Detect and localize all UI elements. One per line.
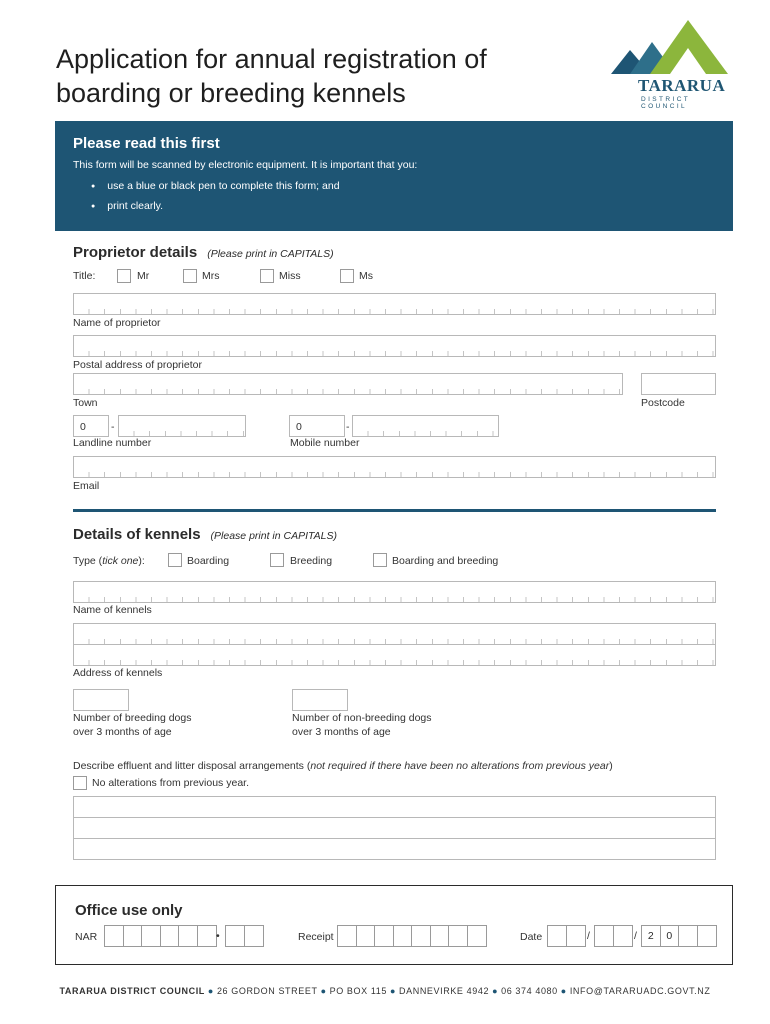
logo-subtitle: DISTRICT COUNCIL [641, 96, 691, 110]
town-field[interactable] [73, 373, 623, 395]
title-miss-checkbox[interactable] [260, 269, 274, 283]
type-boarding-checkbox[interactable] [168, 553, 182, 567]
notice-heading: Please read this first [73, 135, 220, 152]
notice-text: This form will be scanned by electronic equipment. It is important that you: [73, 159, 418, 171]
date-year-cells[interactable] [641, 925, 717, 947]
footer-street: 26 GORDON STREET [216, 986, 318, 996]
nar-cells[interactable] [104, 925, 217, 947]
textarea-line [74, 839, 715, 860]
read-first-notice [55, 121, 733, 231]
form-title-line-2: boarding or breeding kennels [56, 78, 406, 108]
mobile-dash: - [346, 421, 350, 433]
postal-address-field[interactable] [73, 335, 716, 357]
year-digit: 2 [642, 926, 661, 946]
proprietor-capitals-note: (Please print in CAPITALS) [207, 248, 334, 260]
date-day-cells[interactable] [547, 925, 586, 947]
footer-pobox: PO BOX 115 [329, 986, 387, 996]
kennel-address-field-2[interactable] [73, 644, 716, 666]
date-label: Date [520, 931, 543, 943]
postal-address-label: Postal address of proprietor [73, 359, 202, 371]
kennel-type-label: Type (tick one): [73, 555, 145, 567]
email-label: Email [73, 480, 100, 492]
date-separator: / [634, 930, 637, 942]
type-breeding-label: Breeding [290, 555, 333, 567]
effluent-description-label: Describe effluent and litter disposal arrangements (not required if there have been no alterations from previous year) [73, 760, 613, 772]
type-boarding-label: Boarding [187, 555, 230, 567]
postcode-field[interactable] [641, 373, 716, 395]
type-boarding-and-breeding-checkbox[interactable] [373, 553, 387, 567]
landline-dash: - [111, 421, 115, 433]
proprietor-name-field[interactable] [73, 293, 716, 315]
nar-label: NAR [75, 931, 98, 943]
footer-phone: 06 374 4080 [501, 986, 558, 996]
no-alterations-checkbox[interactable] [73, 776, 87, 790]
title-ms-label: Ms [359, 270, 373, 282]
non-breeding-dogs-field[interactable] [292, 689, 348, 711]
landline-label: Landline number [73, 437, 152, 449]
kennels-heading [73, 526, 337, 543]
notice-bullet: ● print clearly. [91, 200, 715, 212]
logo-name: TARARUA [638, 76, 726, 95]
postcode-label: Postcode [641, 397, 685, 409]
title-mr-checkbox[interactable] [117, 269, 131, 283]
title-ms-checkbox[interactable] [340, 269, 354, 283]
proprietor-heading-text: Proprietor details [73, 244, 198, 261]
title-miss-label: Miss [279, 270, 301, 282]
footer-town: DANNEVIRKE 4942 [399, 986, 490, 996]
form-title [56, 42, 576, 110]
kennel-address-label: Address of kennels [73, 667, 163, 679]
type-breeding-checkbox[interactable] [270, 553, 284, 567]
kennel-name-field[interactable] [73, 581, 716, 603]
receipt-label: Receipt [298, 931, 334, 943]
title-mrs-label: Mrs [202, 270, 220, 282]
textarea-line [74, 797, 715, 818]
date-month-cells[interactable] [594, 925, 633, 947]
email-field[interactable] [73, 456, 716, 478]
effluent-description-textarea[interactable] [73, 796, 716, 860]
footer-email: INFO@TARARUADC.GOVT.NZ [569, 986, 711, 996]
mobile-number-field[interactable] [352, 415, 499, 437]
notice-bullet: ● use a blue or black pen to complete this form; and [91, 180, 715, 192]
mountain-logo-icon [608, 18, 732, 76]
nar-suffix-cells[interactable] [225, 925, 264, 947]
town-label: Town [73, 397, 98, 409]
breeding-dogs-label-2: over 3 months of age [73, 726, 172, 738]
section-divider [73, 509, 716, 512]
mobile-label: Mobile number [290, 437, 360, 449]
title-mrs-checkbox[interactable] [183, 269, 197, 283]
year-digit: 0 [661, 926, 680, 946]
non-breeding-dogs-label-2: over 3 months of age [292, 726, 391, 738]
notice-bullets [73, 180, 715, 212]
proprietor-name-label: Name of proprietor [73, 317, 161, 329]
form-title-line-1: Application for annual registration of [56, 44, 487, 74]
footer-org: TARARUA DISTRICT COUNCIL [59, 986, 205, 996]
kennels-heading-text: Details of kennels [73, 526, 201, 543]
kennel-address-field-1[interactable] [73, 623, 716, 645]
breeding-dogs-label-1: Number of breeding dogs [73, 712, 192, 724]
no-alterations-label: No alterations from previous year. [92, 777, 249, 789]
non-breeding-dogs-label-1: Number of non-breeding dogs [292, 712, 432, 724]
kennel-name-label: Name of kennels [73, 604, 152, 616]
kennels-capitals-note: (Please print in CAPITALS) [210, 530, 337, 542]
footer: TARARUA DISTRICT COUNCIL ● 26 GORDON STREET ● PO BOX 115 ● DANNEVIRKE 4942 ● 06 374 4080 ● INFO@TARARUADC.GOVT.NZ [59, 986, 711, 996]
office-use-box [55, 885, 733, 965]
type-boarding-and-breeding-label: Boarding and breeding [392, 555, 499, 567]
proprietor-heading [73, 244, 334, 261]
breeding-dogs-field[interactable] [73, 689, 129, 711]
title-mr-label: Mr [137, 270, 150, 282]
textarea-line [74, 818, 715, 839]
nar-separator: • [216, 930, 220, 942]
landline-prefix-field[interactable] [73, 415, 109, 437]
date-separator: / [587, 930, 590, 942]
mobile-prefix: 0 [296, 421, 302, 433]
landline-number-field[interactable] [118, 415, 246, 437]
landline-prefix: 0 [80, 421, 86, 433]
receipt-cells[interactable] [337, 925, 487, 947]
office-use-heading: Office use only [75, 902, 183, 919]
title-label: Title: [73, 270, 96, 282]
council-logo [608, 18, 732, 110]
